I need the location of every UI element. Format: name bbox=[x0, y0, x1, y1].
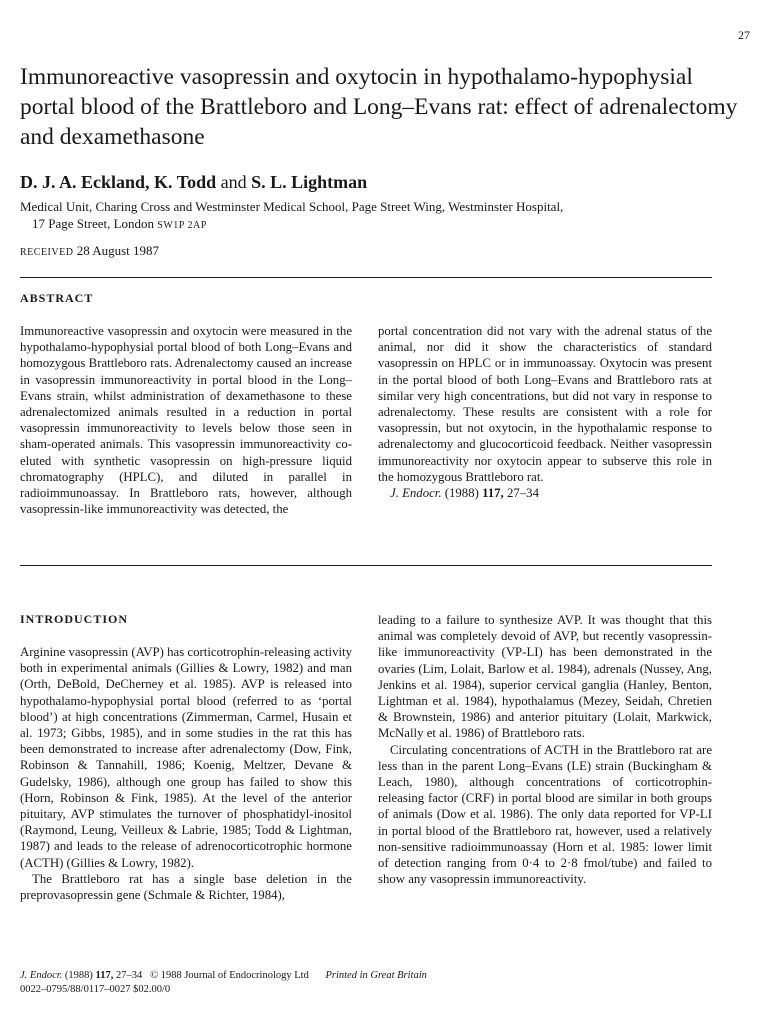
authors-first: D. J. A. Eckland, K. Todd bbox=[20, 172, 217, 192]
footer-line1 bbox=[20, 969, 740, 983]
page-footer bbox=[20, 969, 740, 997]
footer-journal: J. Endocr. bbox=[20, 970, 63, 981]
abstract-citation bbox=[378, 485, 712, 501]
received-label: RECEIVED bbox=[20, 247, 74, 258]
abstract-right-text: portal concentration did not vary with the adrenal status of the animal, nor did it show the characteristics of standard vasopressin on HPLC or in immunoassay. Oxytocin was present in the portal blood of both Long–Evans and Brattleboro rats at similar very high concentrations, but did not vary in response to adrenalectomy. These results are consistent with a role for vasopressin, but not oxytocin, in the hypothalamic response to adrenalectomy and glucocorticoid feedback. Neither vasopressin immunoreactivity nor oxytocin appear to subserve this role in the homozygous Brattleboro rat. bbox=[378, 324, 712, 484]
footer-volume: 117, bbox=[95, 970, 114, 981]
footer-printed: Printed in Great Britain bbox=[325, 970, 427, 981]
abstract-left-column bbox=[20, 323, 352, 517]
intro-paragraph-4: Circulating concentrations of ACTH in the Brattleboro rat are less than in the parent Long–Evans (LE) strain (Buckingham & Leach, 1980), although concentrations of corticotrophin-releasing factor (CRF) in portal blood are similar in both groups of animals (Dow et al. 1986). The only data reported for VP-LI in portal blood of the Brattleboro rat, however, used a relatively non-sensitive radioimmunoassay (Horn et al. 1985: lower limit of detection ranging from 0·4 to 2·8 fmol/tube) and failed to show any vasopressin immunoreactivity. bbox=[378, 742, 712, 887]
received-date bbox=[20, 243, 159, 259]
intro-left-column bbox=[20, 644, 352, 903]
authors-connector: and bbox=[220, 172, 247, 192]
affiliation-line1: Medical Unit, Charing Cross and Westminster Medical School, Page Street Wing, Westminster Hospital, bbox=[20, 199, 564, 214]
intro-paragraph-1: Arginine vasopressin (AVP) has corticotrophin-releasing activity both in experimental animals (Gillies & Lowry, 1982) and man (Orth, DeBold, DeCherney et al. 1985). AVP is released into hypothalamo-hypophysial portal blood (referred to as ‘portal blood’) at high concentrations (Zimmerman, Carmel, Husain et al. 1973; Gibbs, 1985), and in some studies in the rat this has been demonstrated to increase after adrenalectomy (Dow, Fink, Robinson & Tannahill, 1986; Koenig, Meltzer, Devane & Gudelsky, 1986), although one group has failed to show this (Horn, Robinson & Fink, 1985). At the level of the anterior pituitary, AVP stimulates the turnover of phosphatidyl-inositol (Raymond, Leung, Veilleux & Labrie, 1985; Todd & Lightman, 1987) and leads to the release of adrenocorticotrophic hormone (ACTH) (Gillies & Lowry, 1982). bbox=[20, 645, 352, 870]
intro-paragraph-3: leading to a failure to synthesize AVP. It was thought that this animal was completely devoid of AVP, but recently vasopressin-like immunoreactivity (VP-LI) has been demonstrated in the ovaries (Lim, Lolait, Barlow et al. 1984), adrenals (Nussey, Ang, Jenkins et al. 1984), superior cervical ganglia (Hanley, Benton, Lightman et al. 1984), hypothalamus (Mezey, Seidah, Chretien & Brownstein, 1986) and anterior pituitary (Lolait, Markwick, McNally et al. 1986) of Brattleboro rats. bbox=[378, 613, 712, 741]
footer-issn: 0022–0795/88/0117–0027 $02.00/0 bbox=[20, 984, 171, 995]
received-value: 28 August 1987 bbox=[76, 243, 160, 258]
affiliation bbox=[20, 198, 740, 234]
page-number: 27 bbox=[738, 28, 750, 42]
citation-year: (1988) bbox=[444, 486, 479, 501]
affiliation-line2 bbox=[20, 215, 740, 234]
intro-paragraph-2: The Brattleboro rat has a single base deletion in the preprovasopressin gene (Schmale & Richter, 1984), bbox=[20, 871, 352, 903]
footer-year: (1988) bbox=[64, 970, 93, 981]
footer-pages: 27–34 bbox=[115, 970, 143, 981]
citation-volume: 117, bbox=[482, 486, 504, 501]
abstract-heading: ABSTRACT bbox=[20, 291, 94, 305]
rule-top bbox=[20, 277, 712, 278]
abstract-left-text: Immunoreactive vasopressin and oxytocin were measured in the hypothalamo-hypophysial portal blood of both Long–Evans and homozygous Brattleboro rats. Adrenalectomy caused an increase in vasopressin immunoreactivity in portal blood in the Long–Evans strain, whilst administration of dexamethasone to these adrenalectomized animals resulted in a reduction in portal vasopressin immunoreactivity to levels below those seen in sham-operated animals. This vasopressin immunoreactivity co-eluted with synthetic vasopressin on high-pressure liquid chromatography (HPLC), and diluted in parallel in radioimmunoassay. In Brattleboro rats, however, although vasopressin-like immunoreactivity was detected, the bbox=[20, 324, 352, 517]
authors-last: S. L. Lightman bbox=[251, 172, 368, 192]
intro-right-column bbox=[378, 612, 712, 887]
footer-copyright: © 1988 Journal of Endocrinology Ltd bbox=[150, 970, 309, 981]
abstract-right-column bbox=[378, 323, 712, 501]
introduction-heading: INTRODUCTION bbox=[20, 612, 129, 626]
citation-pages: 27–34 bbox=[506, 486, 539, 501]
citation-journal: J. Endocr. bbox=[390, 486, 442, 501]
author-list bbox=[20, 172, 367, 193]
affiliation-postcode: SW1P 2AP bbox=[157, 220, 207, 231]
article-title: Immunoreactive vasopressin and oxytocin in hypothalamo-hypophysial portal blood of the Brattleboro and Long–Evans rat: effect of adrenalectomy and dexamethasone bbox=[20, 64, 738, 150]
affiliation-address: 17 Page Street, London bbox=[32, 216, 155, 231]
rule-bottom bbox=[20, 565, 712, 566]
